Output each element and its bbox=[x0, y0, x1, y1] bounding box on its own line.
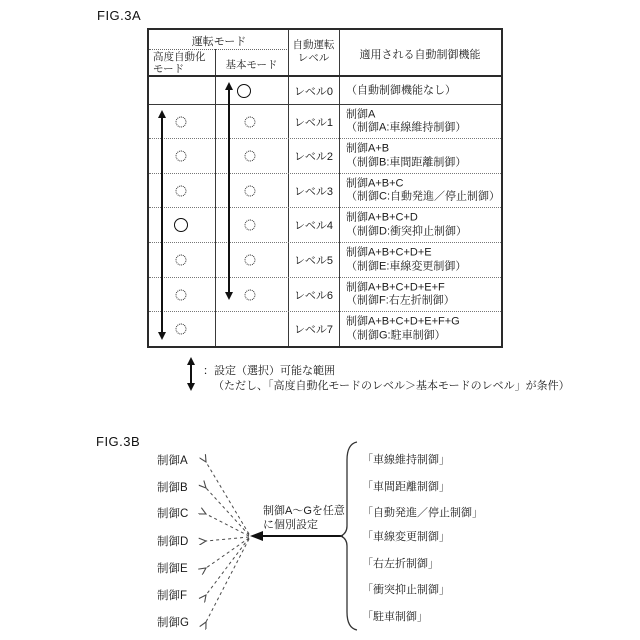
note-line2: に個別設定 bbox=[263, 519, 318, 531]
arrow-shaft bbox=[161, 116, 164, 334]
function-item-start-stop: 「自動発進／停止制御」 bbox=[362, 507, 483, 519]
header-auto-level bbox=[288, 39, 339, 65]
function-item-turning: 「右左折制御」 bbox=[362, 558, 439, 570]
note-line1: 制御A～Gを任意 bbox=[263, 505, 345, 517]
basic-mode-marker bbox=[245, 220, 256, 231]
header-dotted-divider bbox=[149, 49, 289, 50]
function-line2: （制御A:車線維持制御） bbox=[346, 121, 467, 134]
table-row-level1 bbox=[149, 104, 501, 138]
function-line2: （制御F:右左折制御） bbox=[346, 294, 455, 307]
header-basic-mode: 基本モード bbox=[225, 59, 278, 71]
advanced-mode-marker bbox=[176, 324, 187, 335]
arrow-to-control-f bbox=[206, 538, 249, 595]
applied-functions-cell bbox=[346, 247, 498, 274]
function-line1: 制御A bbox=[346, 108, 376, 120]
table-row-level7 bbox=[149, 311, 501, 346]
applied-functions-cell bbox=[346, 177, 498, 204]
arrow-to-control-c bbox=[206, 514, 249, 536]
function-item-distance: 「車間距離制御」 bbox=[362, 481, 450, 493]
advanced-mode-marker bbox=[176, 289, 187, 300]
table-row-level0 bbox=[149, 77, 501, 104]
level-label: レベル5 bbox=[293, 255, 334, 267]
applied-functions-cell bbox=[346, 84, 498, 98]
control-d-label: 制御D bbox=[157, 536, 189, 548]
level-label: レベル3 bbox=[293, 185, 334, 198]
header-advanced-mode-line2: モード bbox=[153, 63, 185, 75]
legend-text-line1: ：設定（選択）可能な範囲 bbox=[203, 365, 335, 377]
function-line2: （制御E:車線変更制御） bbox=[346, 260, 467, 272]
header-advanced-mode bbox=[153, 51, 206, 75]
control-g-label: 制御G bbox=[157, 617, 189, 629]
function-item-lane-keep: 「車線維持制御」 bbox=[362, 454, 450, 466]
arrow-down-head bbox=[187, 383, 195, 391]
arrow-down-head bbox=[225, 292, 233, 300]
applied-functions-cell bbox=[346, 108, 498, 135]
advanced-mode-marker bbox=[174, 218, 188, 232]
basic-mode-range-arrow-icon bbox=[224, 82, 234, 300]
function-line2: （制御B:車間距離制御） bbox=[346, 156, 467, 168]
legend-text-line2: （ただし、「高度自動化モードのレベル＞基本モードのレベル」が条件） bbox=[213, 380, 570, 392]
function-line1: （自動制御機能なし） bbox=[346, 83, 456, 96]
arrow-to-control-d bbox=[206, 537, 249, 541]
level-label: レベル1 bbox=[293, 116, 334, 129]
control-e-label: 制御E bbox=[157, 563, 188, 575]
basic-mode-marker bbox=[245, 185, 256, 196]
fig3b-label: FIG.3B bbox=[96, 434, 141, 449]
basic-mode-marker bbox=[245, 255, 256, 266]
basic-mode-marker bbox=[245, 289, 256, 300]
arrow-to-control-b bbox=[206, 488, 249, 535]
fig3b-section bbox=[0, 430, 640, 640]
function-line2: （制御D:衝突抑止制御） bbox=[346, 225, 467, 237]
individual-setting-note bbox=[263, 504, 345, 532]
header-advanced-mode-line1: 高度自動化 bbox=[153, 51, 206, 63]
header-auto-level-line1: 自動運転 bbox=[292, 39, 335, 51]
function-item-lane-change: 「車線変更制御」 bbox=[362, 531, 450, 543]
advanced-mode-marker bbox=[176, 151, 187, 162]
arrow-shaft bbox=[190, 363, 193, 385]
applied-functions-cell bbox=[346, 316, 498, 343]
arrow-to-control-g bbox=[206, 539, 249, 622]
arrow-down-head bbox=[158, 332, 166, 340]
table-row-level5 bbox=[149, 242, 501, 277]
control-a-label: 制御A bbox=[157, 455, 188, 467]
basic-mode-marker bbox=[245, 116, 256, 127]
function-line2: （制御C:自動発進／停止制御） bbox=[346, 190, 500, 203]
function-line1: 制御A+B+C+D+E bbox=[346, 246, 432, 259]
function-line1: 制御A+B+C+D+E+F+G bbox=[346, 315, 460, 328]
legend-range-arrow-icon bbox=[186, 357, 196, 391]
level-label: レベル7 bbox=[293, 324, 334, 336]
function-line1: 制御A+B+C+D+E+F bbox=[346, 281, 445, 293]
function-line1: 制御A+B+C+D bbox=[346, 211, 418, 224]
basic-mode-marker bbox=[245, 151, 256, 162]
table-row-level2 bbox=[149, 138, 501, 173]
individual-setting-arrowhead bbox=[250, 531, 263, 541]
advanced-mode-marker bbox=[176, 185, 187, 196]
table-row-level3 bbox=[149, 173, 501, 207]
basic-mode-marker bbox=[237, 84, 251, 98]
function-line2: （制御G:駐車制御） bbox=[346, 329, 446, 341]
header-auto-level-line2: レベル bbox=[297, 52, 330, 64]
control-b-label: 制御B bbox=[157, 482, 188, 494]
advanced-mode-marker bbox=[176, 255, 187, 266]
header-applied-functions: 適用される自動制御機能 bbox=[359, 49, 481, 61]
function-line1: 制御A+B+C bbox=[346, 177, 404, 189]
control-c-label: 制御C bbox=[157, 508, 189, 520]
table-row-level6 bbox=[149, 277, 501, 311]
fig3b-connector-graphics bbox=[0, 430, 640, 640]
functions-brace bbox=[341, 442, 357, 630]
function-item-parking: 「駐車制御」 bbox=[362, 611, 428, 623]
arrow-shaft bbox=[228, 88, 231, 294]
level-label: レベル4 bbox=[293, 220, 334, 232]
applied-functions-cell bbox=[346, 212, 498, 239]
applied-functions-cell bbox=[346, 143, 498, 170]
control-f-label: 制御F bbox=[157, 590, 188, 602]
function-item-collision: 「衝突抑止制御」 bbox=[362, 584, 450, 596]
header-driving-mode: 運転モード bbox=[191, 36, 247, 48]
arrow-to-control-e bbox=[206, 538, 249, 568]
table-row-level4 bbox=[149, 207, 501, 242]
advanced-mode-marker bbox=[176, 116, 187, 127]
level-label: レベル0 bbox=[293, 85, 334, 98]
fig3a-label: FIG.3A bbox=[97, 8, 142, 23]
level-label: レベル6 bbox=[293, 289, 334, 302]
applied-functions-cell bbox=[346, 281, 498, 308]
level-label: レベル2 bbox=[293, 151, 334, 163]
arrow-to-control-a bbox=[206, 462, 249, 534]
advanced-mode-range-arrow-icon bbox=[157, 110, 167, 340]
function-line1: 制御A+B bbox=[346, 142, 390, 155]
fig3a-table bbox=[147, 28, 503, 348]
